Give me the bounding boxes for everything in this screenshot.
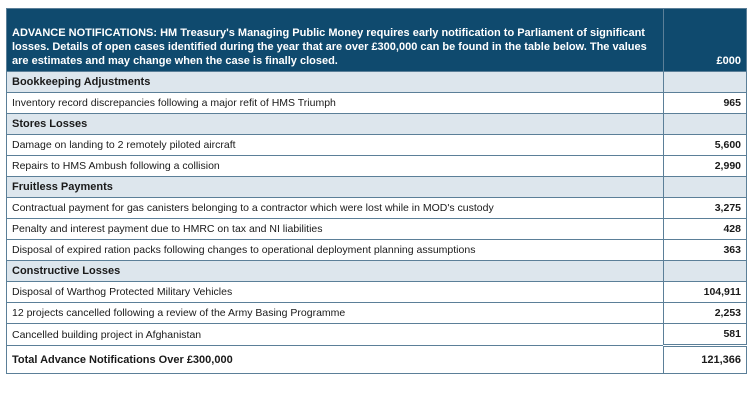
item-value: 104,911 bbox=[664, 282, 747, 303]
header-notice: ADVANCE NOTIFICATIONS: HM Treasury's Managing Public Money requires early notification to Parliament of significant losses. Details of open cases identified during the year that are over £300,000 can be found in the table below. The values are estimates and may change when the case is finally closed. bbox=[7, 9, 664, 72]
item-label: Disposal of Warthog Protected Military Vehicles bbox=[7, 282, 664, 303]
section-row-stores-losses bbox=[7, 114, 747, 135]
section-row-fruitless-payments bbox=[7, 177, 747, 198]
item-value: 363 bbox=[664, 240, 747, 261]
item-value: 2,990 bbox=[664, 156, 747, 177]
table-row bbox=[7, 282, 747, 303]
table-row bbox=[7, 93, 747, 114]
item-label: Repairs to HMS Ambush following a collision bbox=[7, 156, 664, 177]
item-value: 3,275 bbox=[664, 198, 747, 219]
section-title: Bookkeeping Adjustments bbox=[7, 72, 664, 93]
total-label: Total Advance Notifications Over £300,000 bbox=[7, 346, 664, 374]
item-label: Inventory record discrepancies following a major refit of HMS Triumph bbox=[7, 93, 664, 114]
item-value: 2,253 bbox=[664, 303, 747, 324]
table-header-row bbox=[7, 9, 747, 72]
item-value: 428 bbox=[664, 219, 747, 240]
item-label: Contractual payment for gas canisters belonging to a contractor which were lost while in MOD's custody bbox=[7, 198, 664, 219]
section-title: Constructive Losses bbox=[7, 261, 664, 282]
section-title: Fruitless Payments bbox=[7, 177, 664, 198]
item-value: 965 bbox=[664, 93, 747, 114]
table-row bbox=[7, 135, 747, 156]
table-row bbox=[7, 324, 747, 346]
table-row bbox=[7, 303, 747, 324]
section-row-bookkeeping bbox=[7, 72, 747, 93]
table-row bbox=[7, 156, 747, 177]
item-value: 581 bbox=[664, 324, 747, 346]
table-row bbox=[7, 198, 747, 219]
table-row bbox=[7, 219, 747, 240]
losses-table-container bbox=[6, 8, 746, 374]
item-value: 5,600 bbox=[664, 135, 747, 156]
total-value: 121,366 bbox=[664, 346, 747, 374]
section-row-constructive-losses bbox=[7, 261, 747, 282]
item-label: Disposal of expired ration packs following changes to operational deployment planning assumptions bbox=[7, 240, 664, 261]
item-label: Penalty and interest payment due to HMRC on tax and NI liabilities bbox=[7, 219, 664, 240]
advance-notifications-table bbox=[6, 8, 747, 374]
section-title: Stores Losses bbox=[7, 114, 664, 135]
total-row bbox=[7, 346, 747, 374]
table-row bbox=[7, 240, 747, 261]
header-unit: £000 bbox=[664, 9, 747, 72]
item-label: 12 projects cancelled following a review of the Army Basing Programme bbox=[7, 303, 664, 324]
item-label: Damage on landing to 2 remotely piloted aircraft bbox=[7, 135, 664, 156]
item-label: Cancelled building project in Afghanistan bbox=[7, 324, 664, 346]
